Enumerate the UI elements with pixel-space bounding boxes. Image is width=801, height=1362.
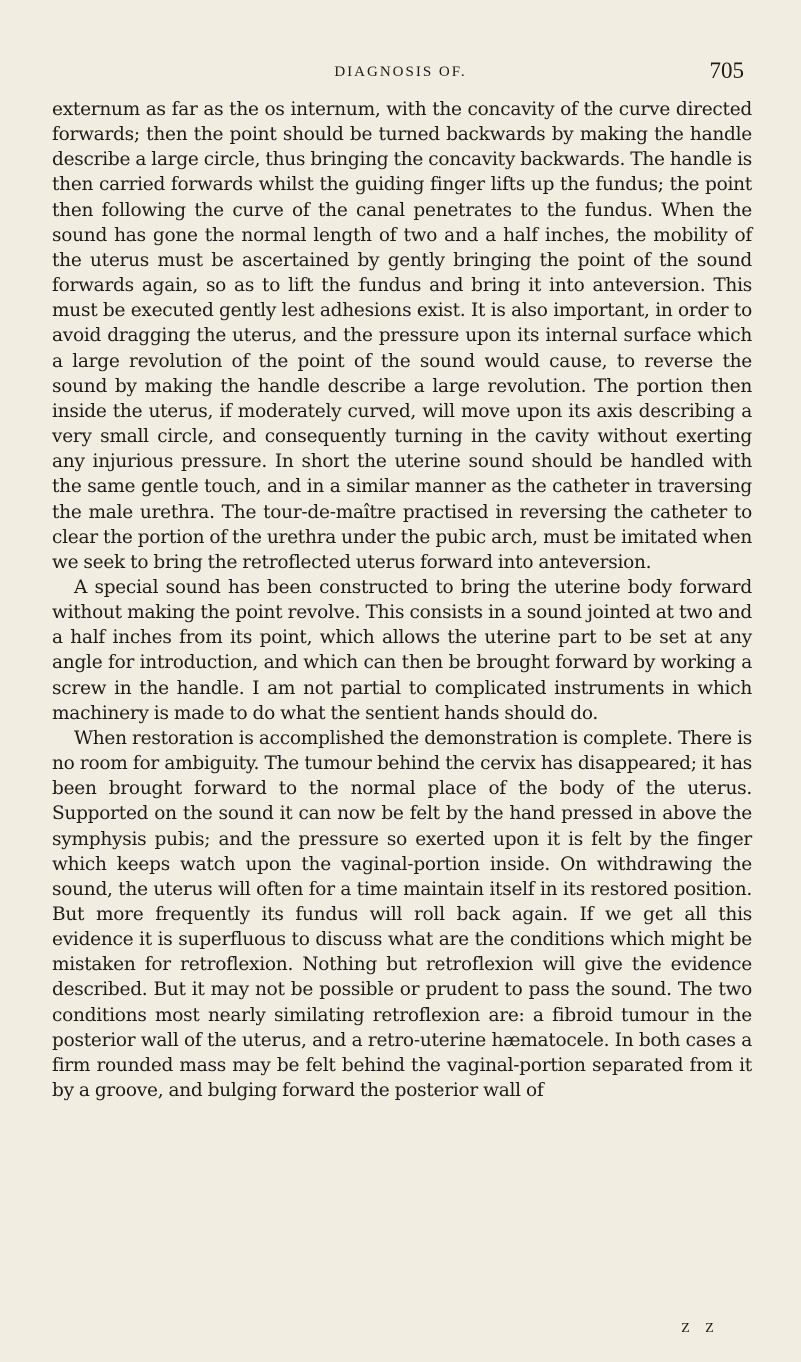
paragraph-1: externum as far as the os internum, with the concavity of the curve directed forwards; then the point should be turned backwards by making the handle describe a large circle, thus bringing the concavity backwards. The handle is then carried forwards whilst the guiding finger lifts up the fundus; the point then following the curve of the canal penetrates to the fundus. When the sound has gone the normal length of two and a half inches, the mobility of the uterus must be ascertained by gently bringing the point of the sound forwards again, so as to lift the fundus and bring it into anteversion. This must be executed gently lest adhesions exist. It is also important, in order to avoid dragging the uterus, and the pressure upon its internal surface which a large revolution of the point of the sound would cause, to reverse the sound by making the handle describe a large revolution. The portion then inside the uterus, if moderately curved, will move upon its axis describing a very small circle, and consequently turning in the cavity without exerting any injurious pressure. In short the uterine sound should be handled with the same gentle touch, and in a similar manner as the catheter in traversing the male urethra. The tour-de-maître practised in reversing the catheter to clear the portion of the urethra under the pubic arch, must be imitated when we seek to bring the retroflected uterus forward into anteversion. — [52, 99, 752, 573]
running-title: DIAGNOSIS OF. — [334, 64, 467, 80]
body-text — [52, 97, 752, 1103]
signature-mark — [0, 1321, 801, 1337]
paragraph-2: A special sound has been constructed to bring the uterine body forward without making the point revolve. This consists in a sound jointed at two and a half inches from its point, which allows the uterine part to be set at any angle for introduction, and which can then be brought forward by working a screw in the handle. I am not partial to complicated instruments in which machinery is made to do what the sentient hands should do. — [52, 576, 752, 724]
paragraph-3: When restoration is accomplished the demonstration is complete. There is no room for ambiguity. The tumour behind the cervix has disappeared; it has been brought forward to the normal place of the body of the uterus. Supported on the sound it can now be felt by the hand pressed in above the symphysis pubis; and the pressure so exerted upon it is felt by the finger which keeps watch upon the vaginal-portion inside. On withdrawing the sound, the uterus will often for a time maintain itself in its restored position. But more frequently its fundus will roll back again. If we get all this evidence it is superfluous to discuss what are the conditions which might be mistaken for retroflexion. Nothing but retroflexion will give the evidence described. But it may not be possible or prudent to pass the sound. The two conditions most nearly similating retroflexion are: a fibroid tumour in the posterior wall of the uterus, and a retro-uterine hæmatocele. In both cases a firm rounded mass may be felt behind the vaginal-portion separated from it by a groove, and bulging forward the posterior wall of — [52, 727, 752, 1102]
signature-mark-text: Z Z — [681, 1321, 720, 1336]
running-head — [0, 60, 801, 84]
page-number: 705 — [709, 58, 744, 83]
